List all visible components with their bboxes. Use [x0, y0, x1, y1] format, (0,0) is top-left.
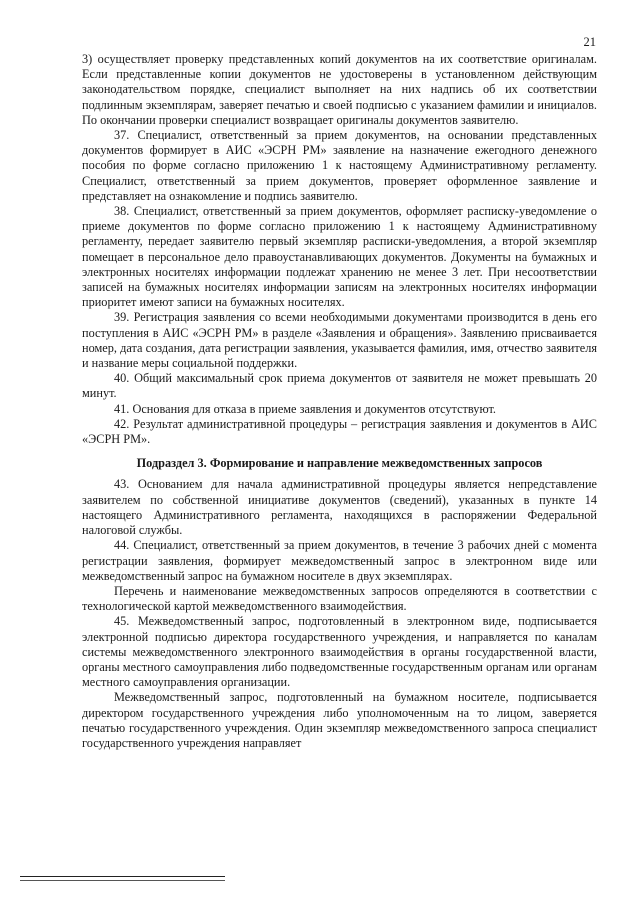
paragraph-41: 41. Основания для отказа в приеме заявления и документов отсутствуют.: [114, 401, 496, 416]
paragraph-item-3: 3) осуществляет проверку представленных копий документов на их соответствие оригиналам. Если представленные копии документов не удостоверены в установленном действующим законодательством порядке, специалист выполняет на них надпись об их соответствии подлинным экземплярам, заверяет печатью и своей подписью с указанием фамилии и инициалов. По окончании проверки специалист возвращает оригиналы документов заявителю.: [82, 52, 597, 127]
paragraph-45: 45. Межведомственный запрос, подготовленный в электронном виде, подписывается электронной подписью директора государственного учреждения, и направляется по каналам системы межведомственного электронного взаимодействия в органы государственной власти, органы местного самоуправления либо подведомственные государственным органам или органам местного самоуправления организации.: [82, 614, 597, 690]
paragraph-44: 44. Специалист, ответственный за прием документов, в течение 3 рабочих дней с момента регистрации заявления, формирует межведомственный запрос в электронном виде или межведомственный запрос на бумажном носителе в двух экземплярах.: [82, 538, 597, 583]
footnote-divider: [20, 876, 225, 877]
paragraph-43: 43. Основанием для начала административной процедуры является непредставление заявителем по собственной инициативе документов (сведений), указанных в пункте 14 настоящего Административного регламента, находящихся в распоряжении Федеральной налоговой службы.: [82, 477, 597, 538]
paragraph-40: 40. Общий максимальный срок приема документов от заявителя не может превышать 20 минут.: [82, 371, 597, 401]
page-number: 21: [583, 35, 596, 49]
paragraph-37: 37. Специалист, ответственный за прием документов, на основании представленных документов формирует в АИС «ЭСРН РМ» заявление на назначение ежегодного денежного пособия по форме согласно приложению 1 к настоящему Административному регламенту. Специалист, ответственный за прием документов, проверяет оформленное заявление и представляет на ознакомление и подпись заявителю.: [82, 128, 597, 203]
paragraph-request-list: Перечень и наименование межведомственных запросов определяются в соответствии с технологической картой межведомственного взаимодействия.: [82, 583, 597, 614]
document-body: [82, 52, 597, 751]
paragraph-39: 39. Регистрация заявления со всеми необходимыми документами производится в день его поступления в АИС «ЭСРН РМ» в разделе «Заявления и обращения». Заявлению присваивается номер, дата создания, дата регистрации заявления, указывается фамилия, имя, отчество заявителя и название меры социальной поддержки.: [82, 310, 597, 371]
paragraph-42: 42. Результат административной процедуры – регистрация заявления и документов в АИС «ЭСРН РМ».: [82, 416, 597, 447]
subsection-heading: Подраздел 3. Формирование и направление межведомственных запросов: [136, 456, 543, 471]
paragraph-paper-request: Межведомственный запрос, подготовленный на бумажном носителе, подписывается директором государственного учреждения либо уполномоченным на то лицом, заверяется печатью государственного учреждения. Один экземпляр межведомственного запроса специалист государственного учреждения направляет: [82, 690, 597, 750]
footnote-divider-secondary: [20, 880, 225, 881]
paragraph-38: 38. Специалист, ответственный за прием документов, оформляет расписку-уведомление о приеме документов по форме согласно приложению 1 к настоящему Административному регламенту, передает заявителю первый экземпляр расписки-уведомления, а второй экземпляр помещает в персональное дело правоустанавливающих документов. Документы на бумажных и электронных носителях информации подлежат хранению не менее 3 лет. При несоответствии записей на бумажных носителях информации записям на электронных носителях информации приоритет имеют записи на бумажных носителях.: [82, 204, 597, 310]
